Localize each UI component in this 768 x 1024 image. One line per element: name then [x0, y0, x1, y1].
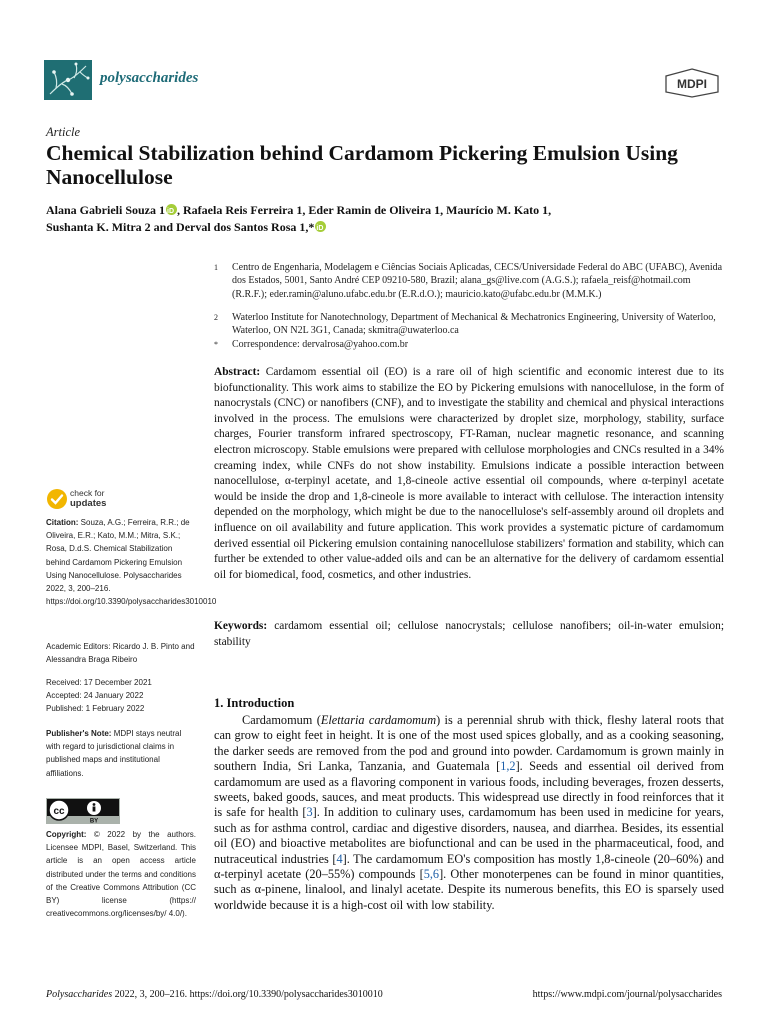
keywords: [214, 619, 724, 650]
copyright-label: Copyright:: [46, 830, 87, 839]
footer-doi[interactable]: 2022, 3, 200–216. https://doi.org/10.3390/polysaccharides3010010: [112, 989, 383, 1000]
affiliation-2: [214, 311, 724, 338]
footer-citation: [46, 989, 383, 1000]
accepted-date: Accepted: 24 January 2022: [46, 691, 144, 701]
author-list: [46, 202, 726, 236]
footer-journal-name: Polysaccharides: [46, 989, 113, 1000]
affiliation-text: Correspondence: dervalrosa@yahoo.com.br: [232, 339, 409, 350]
intro-text-segment: ]. The cardamomum EO's composition has mostly 1,8-cineole (20–60%) and α-terpinyl acetate (20–55%) compounds [: [214, 851, 724, 882]
section-heading-introduction: 1. Introduction: [214, 696, 295, 710]
correspondence: [214, 338, 724, 352]
affiliation-marker: 2: [214, 313, 218, 322]
abstract: [214, 365, 724, 583]
mdpi-logo[interactable]: [664, 68, 720, 98]
intro-text-segment: ]. Seeds and essential oil derived from cardamomum are used as a flavoring component in various foods, including beverages, frozen desserts, sweets, baked goods, sauces, and meat products. This widespread use directly in food reinforces that it is safe for health [: [214, 759, 724, 820]
journal-logo-icon: [44, 60, 92, 100]
intro-text-segment: ]. Other monoterpenes can be found in minor quantities, such as α-pinene, linalool, and linalyl acetate. Despite its numerous benefits, this EO is sparsely used worldwide because it is a high-cost oil with low stability.: [214, 867, 724, 912]
species-name: Elettaria cardamomum: [320, 713, 437, 727]
reference-link[interactable]: 1,2: [500, 759, 516, 774]
intro-text-segment: Cardamomum (: [242, 713, 321, 727]
reference-link[interactable]: 4: [336, 851, 343, 866]
copyright-text: © 2022 by the authors. Licensee MDPI, Basel, Switzerland. This article is an open access article distributed under the terms and conditions of the Creative Commons Attribution (CC BY) license (https:// creativecommons.org/licenses/by/ 4.0/).: [46, 830, 196, 919]
dates-block: [46, 676, 196, 716]
citation-label: Citation:: [46, 518, 79, 527]
affiliation-1: [214, 261, 724, 315]
abstract-text: Cardamom essential oil (EO) is a rare oil of high scientific and economic interest due to its biofunctionality. This work aims to stabilize the EO by Pickering emulsions with nanocellulose, in the form of nanocrystals (CNC) or nanofibers (CNF), and to investigate the stability and chemical and physical interactions involved in the process. The emulsions were characterized by droplet size, morphology, stability, surface charges, Fourier transform infrared spectroscopy, FT-Raman, nuclear magnetic resonance, and scanning electron microscopy. Stable emulsions were prepared with cellulose morphologies and CNCs resulted in a 34% creaming index, while CNFs do not show instability. Emulsions indicate a possible interaction between nanocellulose, α-terpinyl acetate, and 1,8-cineole active essential oil compounds, where α-terpinyl acetate would be inside the drop and 1,8-cineole is more available to interact with cellulose. The interaction intensity depended on the morphology, which might be due to the nanocellulose's self-assembly around oil droplets and influence on oil availability and future application. This work provides a systematic picture of cardamomum derived essential oil Pickering emulsion containing nanocellulose stabilizers' formation and stability, which can further be extended to other value-added oils and can be an alternative for the delivery of cardamom essential oil for biomedical, food, cosmetics, and other industries.: [214, 366, 724, 581]
citation-text: Souza, A.G.; Ferreira, R.R.; de Oliveira, E.R.; Kato, M.M.; Mitra, S.K.; Rosa, D.d.S. Chemical Stabilization behind Cardamom Pickering Emulsion Using Nanocellulose. Polysaccharides 2022, 3, 200–216. https://doi.org/10.3390/polysaccharides3010010: [46, 518, 217, 607]
cc-by-label: BY: [89, 818, 99, 824]
article-type: Article: [46, 125, 81, 139]
keywords-text: cardamom essential oil; cellulose nanocrystals; cellulose nanofibers; oil-in-water emulsion; stability: [214, 620, 724, 648]
publisher-note-text: MDPI stays neutral with regard to jurisdictional claims in published maps and institutional affiliations.: [46, 729, 182, 778]
authors-line-2: Sushanta K. Mitra 2 and Derval dos Santos Rosa 1,*: [46, 220, 315, 234]
affiliation-text: Centro de Engenharia, Modelagem e Ciências Sociais Aplicadas, CECS/Universidade Federal do ABC (UFABC), Avenida dos Estados, 5001, Santo André CEP 09210-580, Brazil; alana_gs@live.com (A.G.S.); rafaela_reisf@hotmail.com (R.R.F.); eder.ramin@aluno.ufabc.edu.br (E.R.d.O.); mauricio.kato@ufabc.edu.br (M.M.K.): [232, 262, 723, 300]
affiliation-marker: 1: [214, 263, 218, 272]
publisher-note-label: Publisher's Note:: [46, 729, 112, 738]
journal-name[interactable]: polysaccharides: [100, 70, 199, 86]
citation-block: [46, 516, 217, 608]
check-for-updates-button[interactable]: [46, 488, 156, 514]
reference-link[interactable]: 5,6: [423, 867, 440, 882]
affiliation-text: Waterloo Institute for Nanotechnology, Department of Mechanical & Mechatronics Engineering, University of Waterloo, Waterloo, ON N2L 3G1, Canada; skmitra@uwaterloo.ca: [232, 312, 716, 337]
authors-line-1: Alana Gabrieli Souza 1: [46, 203, 166, 217]
svg-text:cc: cc: [53, 806, 65, 817]
check-updates-icon: [46, 488, 68, 510]
introduction-paragraph: [214, 713, 724, 913]
orcid-icon[interactable]: [315, 221, 326, 232]
academic-editors: Academic Editors: Ricardo J. B. Pinto and Alessandra Braga Ribeiro: [46, 642, 195, 665]
footer-journal-url[interactable]: https://www.mdpi.com/journal/polysaccharides: [532, 989, 722, 1000]
published-date: Published: 1 February 2022: [46, 704, 145, 714]
check-updates-line1: check for: [70, 488, 105, 498]
copyright-block: [46, 828, 196, 920]
abstract-label: Abstract:: [214, 366, 261, 378]
cc-by-license-badge[interactable]: [46, 798, 120, 824]
intro-text-segment: ) is a perennial shrub with thick, fleshy lateral roots that can grow to eight feet in height. It is one of the most used spices globally, and as a cooking seasoning, the darker seeds are removed from the pod and ground into powder. Cardamomum is grown mainly in southern India, Sri Lanka, Tanzania, and Guatemala [: [214, 713, 724, 774]
affiliation-marker: *: [214, 340, 218, 349]
reference-link[interactable]: 3: [306, 805, 313, 820]
article-title: Chemical Stabilization behind Cardamom Pickering Emulsion Using Nanocellulose: [46, 141, 678, 189]
intro-text-segment: ]. In addition to culinary uses, cardamomum has been used in medicine for years, such as for asthma control, cardiac and digestive disorders, nausea, and diarrhea. Besides, its essential oil (EO) and bioactive metabolites are biofunctional and can be used in the pharmaceutical, food, and nutraceutical industries [: [214, 805, 724, 866]
mdpi-logo-text: MDPI: [677, 77, 707, 91]
received-date: Received: 17 December 2021: [46, 678, 152, 687]
check-updates-line2: updates: [70, 497, 107, 509]
authors-line-1b: , Rafaela Reis Ferreira 1, Eder Ramin de Oliveira 1, Maurício M. Kato 1,: [177, 203, 552, 217]
keywords-label: Keywords:: [214, 620, 268, 632]
orcid-icon[interactable]: [166, 204, 177, 215]
publisher-note: [46, 727, 196, 780]
